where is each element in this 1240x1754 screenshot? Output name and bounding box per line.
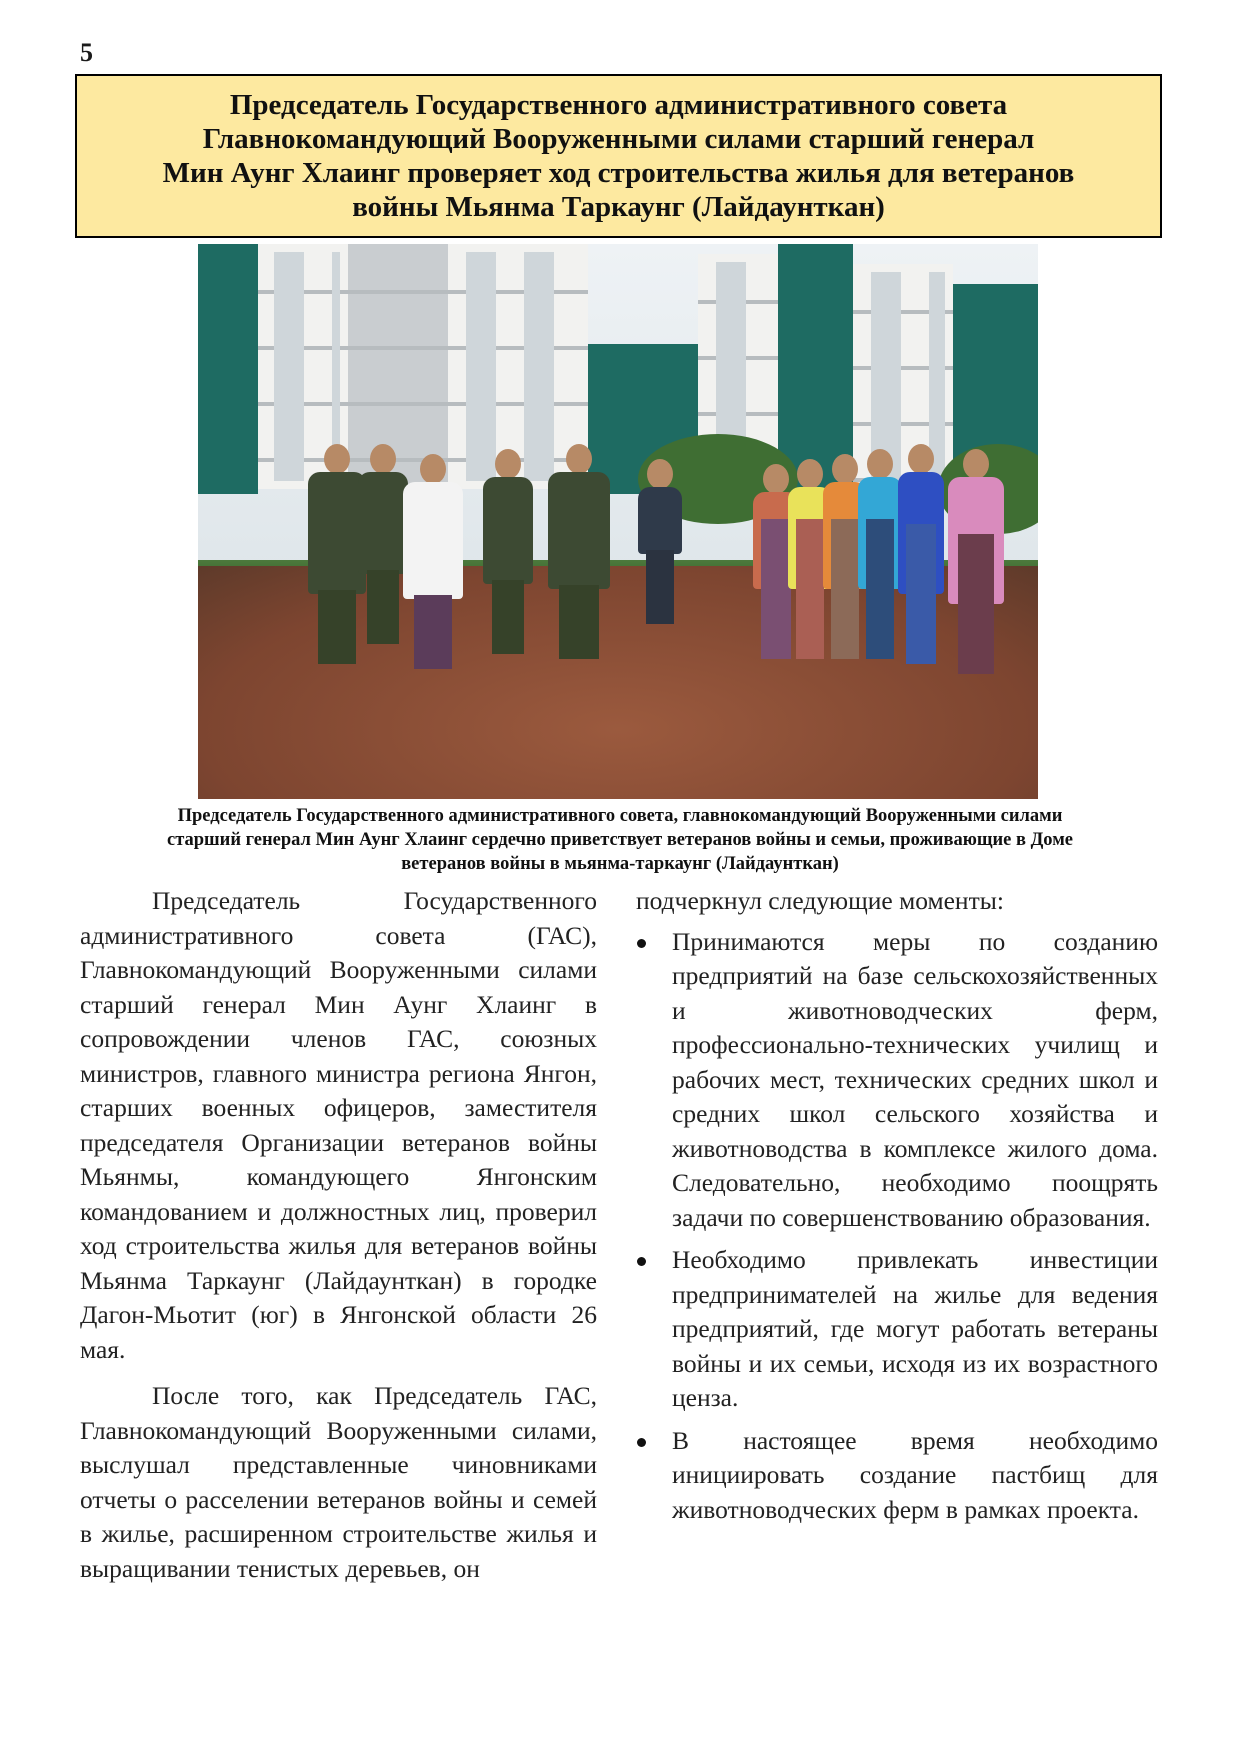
list-item <box>636 1424 1158 1528</box>
article-paragraph-continuation: подчеркнул следующие моменты: <box>636 886 1004 915</box>
list-item <box>636 925 1158 1236</box>
headline-line: Председатель Государственного административного совета <box>229 89 1008 121</box>
bullet-icon <box>637 1257 646 1266</box>
photo-person <box>358 444 408 644</box>
caption-line: старший генерал Мин Аунг Хлаинг сердечно приветствует ветеранов войны и семьи, проживающие в Доме <box>166 830 1074 850</box>
photo-person <box>403 454 463 669</box>
caption-line: ветеранов войны в мьянма-таркаунг (Лайдаунткан) <box>401 854 839 874</box>
photo-person <box>898 444 944 664</box>
list-item <box>636 1243 1158 1416</box>
headline-box <box>75 74 1162 238</box>
list-item-text: В настоящее время необходимо инициировать создание пастбищ для животноводческих ферм в рамках проекта. <box>672 1425 1158 1524</box>
photo-person <box>548 444 610 659</box>
list-item-text: Необходимо привлекать инвестиции предпринимателей на жилье для ведения предприятий, где могут работать ветераны войны и их семьи, исходя из их возрастного ценза. <box>672 1245 1158 1412</box>
headline-line: Главнокомандующий Вооруженными силами старший генерал <box>202 123 1035 155</box>
news-photo <box>198 244 1038 799</box>
headline-line: войны Мьянма Таркаунг (Лайдаунткан) <box>352 191 885 223</box>
headline-line: Мин Аунг Хлаинг проверяет ход строительства жилья для ветеранов <box>162 157 1075 189</box>
photo-building-accent <box>198 244 258 494</box>
photo-person <box>638 459 682 624</box>
photo-caption <box>80 804 1160 876</box>
photo-person <box>483 449 533 654</box>
caption-line: Председатель Государственного административного совета, главнокомандующий Вооруженными силами <box>177 806 1063 826</box>
key-points-list <box>636 925 1158 1528</box>
article-paragraph: После того, как Председатель ГАС, Главнокомандующий Вооруженными силами, выслушал представленные чиновниками отчеты о расселении ветеранов войны и семей в жилье, расширенном строительстве жилья и выращивании тенистых деревьев, он <box>80 1381 597 1583</box>
photo-person <box>948 449 1004 674</box>
list-item-text: Принимаются меры по созданию предприятий на базе сельскохозяйственных и животноводческих ферм, профессионально-технических училищ и рабочих мест, технических средних школ и средних школ сельского хозяйства и животноводства в комплексе жилого дома. Следовательно, необходимо поощрять задачи по совершенствованию образования. <box>672 926 1158 1232</box>
page-number: 5 <box>80 38 93 67</box>
bullet-icon <box>637 939 646 948</box>
article-paragraph: Председатель Государственного административного совета (ГАС), Главнокомандующий Вооруженными силами старший генерал Мин Аунг Хлаинг в сопровождении членов ГАС, союзных министров, главного министра региона Янгон, старших военных офицеров, заместителя председателя Организации ветеранов войны Мьянмы, командующего Янгонским командованием и должностных лиц, проверил ход строительства жилья для ветеранов войны Мьянма Таркаунг (Лайдаунткан) в городке Дагон-Мьотит (юг) в Янгонской области 26 мая. <box>80 886 597 1364</box>
article-column-right <box>636 884 1158 1535</box>
bullet-icon <box>637 1438 646 1447</box>
article-column-left <box>80 884 597 1598</box>
photo-person <box>858 449 902 659</box>
